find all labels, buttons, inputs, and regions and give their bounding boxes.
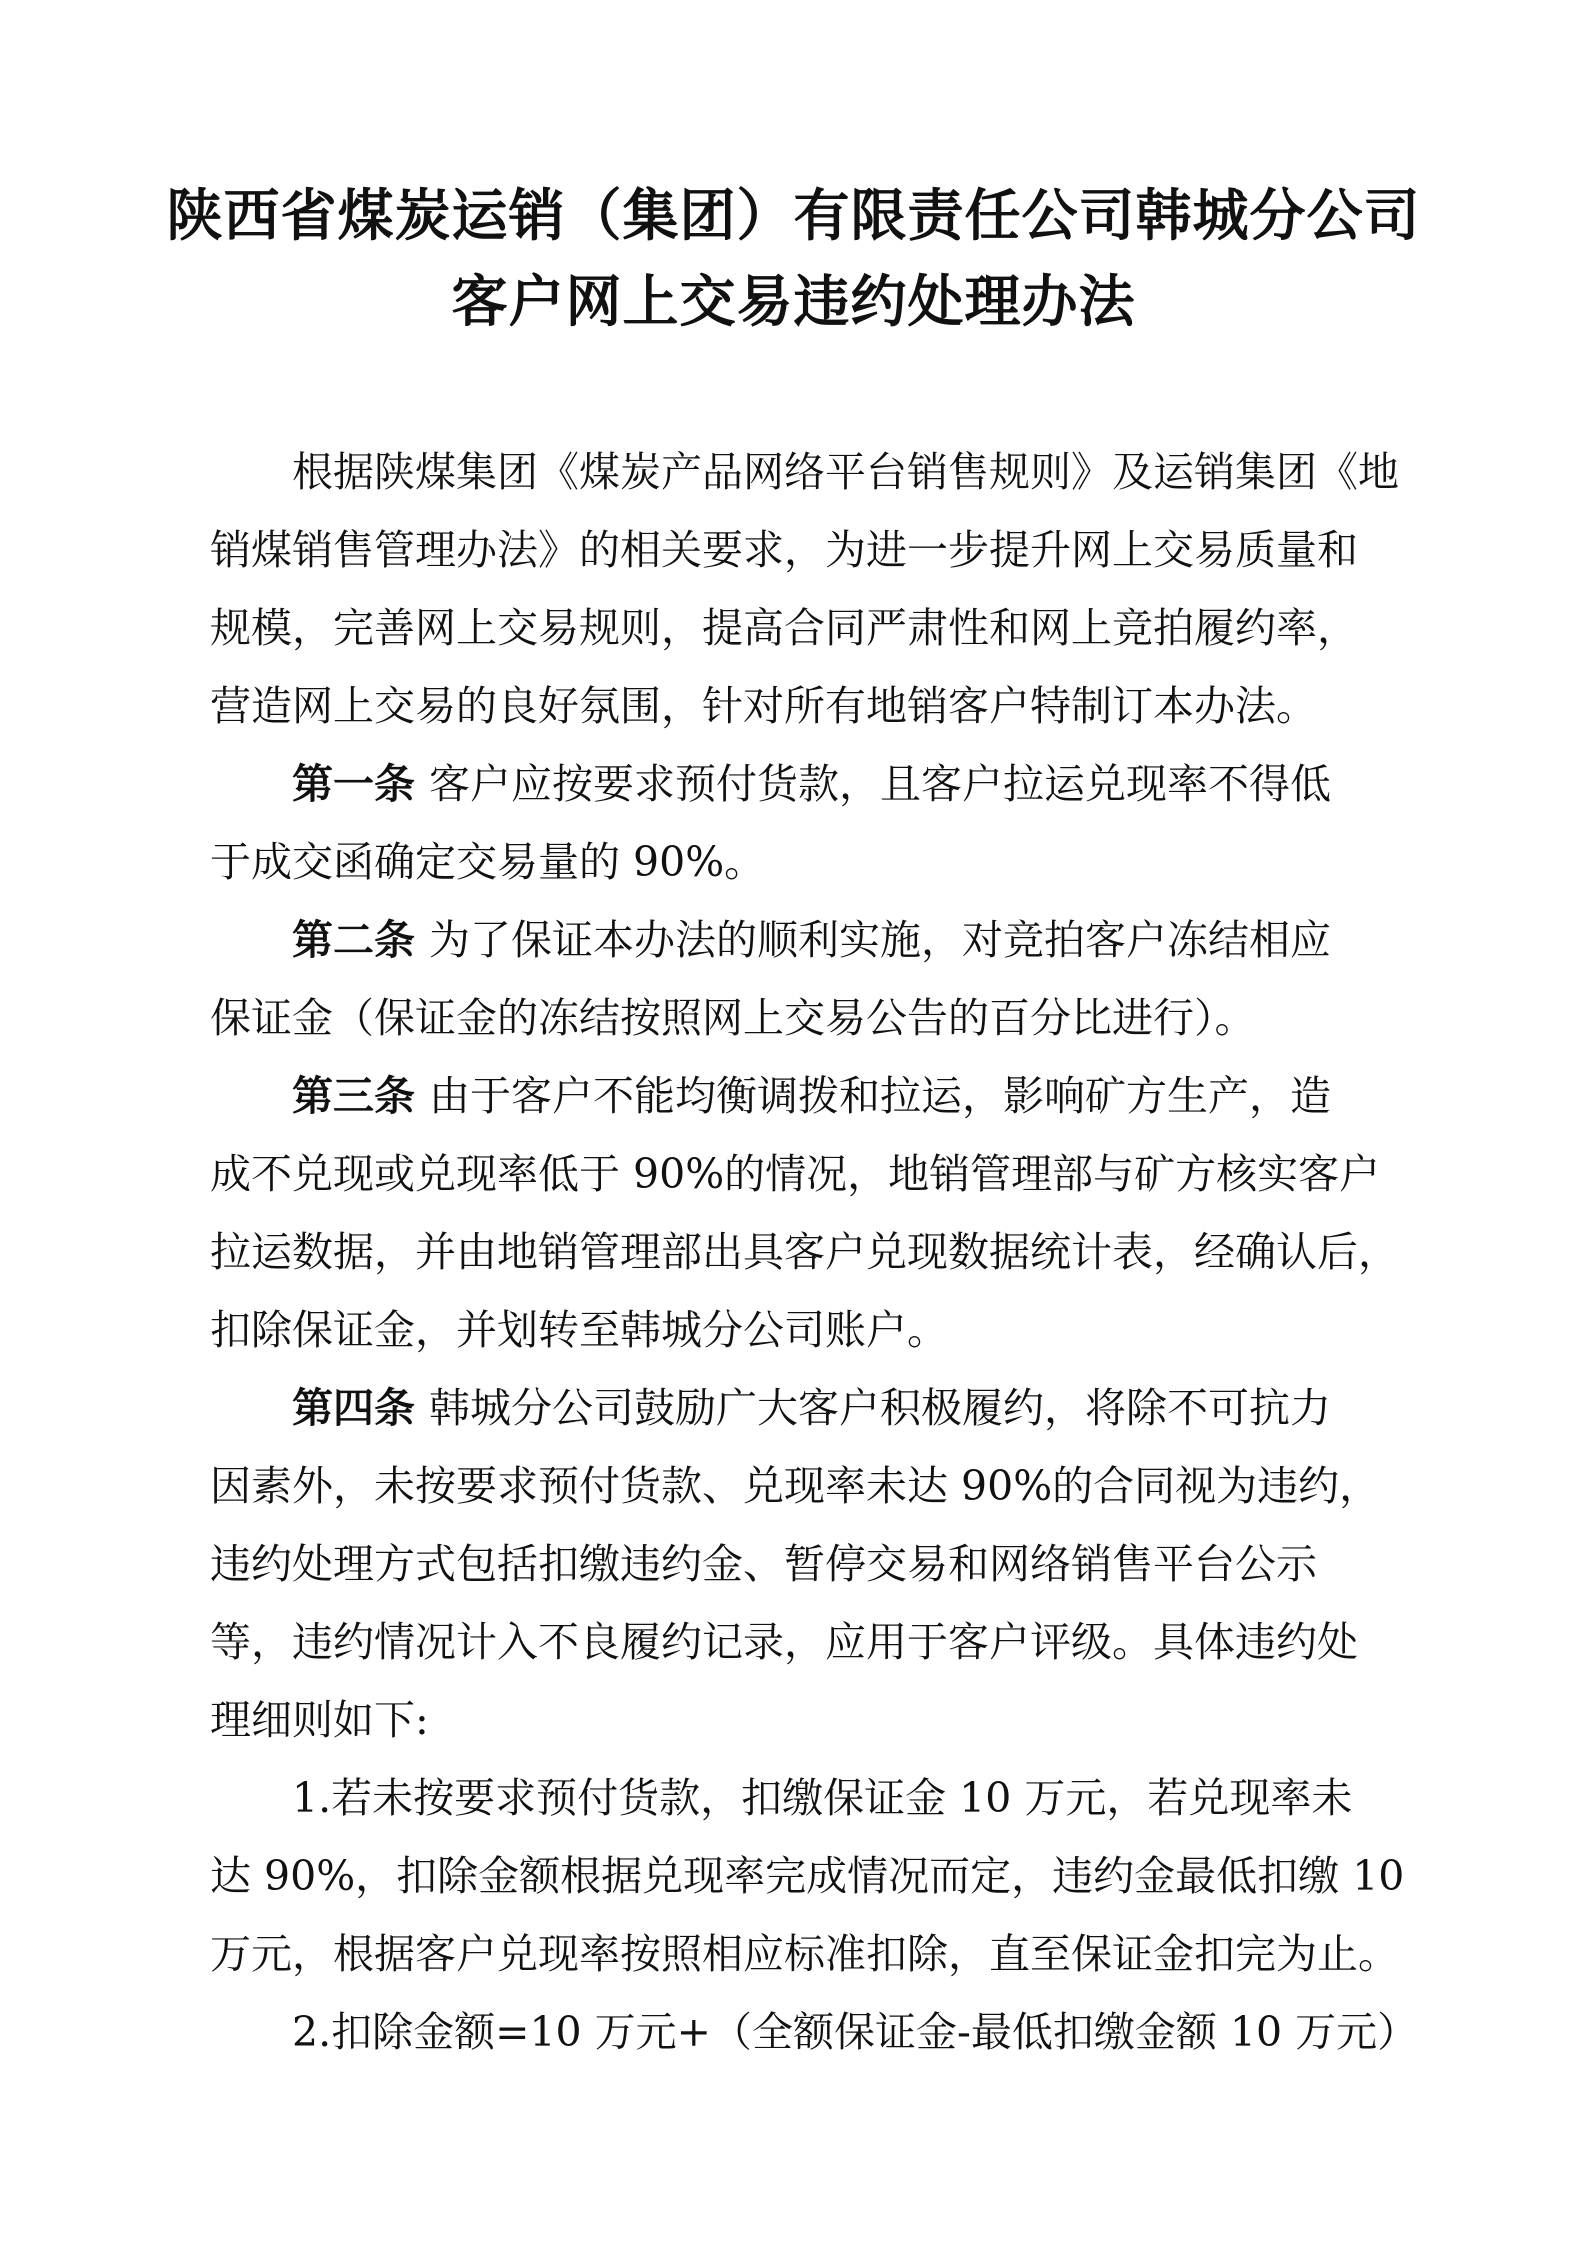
article-2-label: 第二条 — [292, 916, 415, 964]
article-3-line: 成不兑现或兑现率低于 90%的情况，地销管理部与矿方核实客户 — [210, 1150, 1381, 1198]
article-3-label: 第三条 — [292, 1072, 415, 1120]
preamble-line: 销煤销售管理办法》的相关要求，为进一步提升网上交易质量和 — [210, 526, 1358, 574]
document-body — [210, 433, 1419, 2071]
article-1-line: 于成交函确定交易量的 90%。 — [210, 838, 766, 886]
article-3-first-line — [210, 1057, 1388, 1135]
article-3-line: 拉运数据，并由地销管理部出具客户兑现数据统计表，经确认后， — [210, 1228, 1399, 1276]
article-2-first-line — [210, 901, 1388, 979]
preamble-line: 根据陕煤集团《煤炭产品网络平台销售规则》及运销集团《地 — [292, 448, 1399, 496]
article-1-text: 客户应按要求预付货款，且客户拉运兑现率不得低 — [429, 760, 1331, 808]
article-3-line: 扣除保证金，并划转至韩城分公司账户。 — [210, 1306, 948, 1354]
article-4-line: 因素外，未按要求预付货款、兑现率未达 90%的合同视为违约， — [210, 1462, 1381, 1510]
item-1-line: 1.若未按要求预付货款，扣缴保证金 10 万元，若兑现率未 — [292, 1774, 1353, 1822]
article-1-first-line — [210, 745, 1388, 823]
article-4-line: 等，违约情况计入不良履约记录，应用于客户评级。具体违约处 — [210, 1618, 1358, 1666]
preamble-line: 营造网上交易的良好氛围，针对所有地销客户特制订本办法。 — [210, 682, 1317, 730]
article-2-line: 保证金（保证金的冻结按照网上交易公告的百分比进行）。 — [210, 994, 1256, 1042]
document-title-line-2: 客户网上交易违约处理办法 — [451, 269, 1136, 335]
article-1-label: 第一条 — [292, 760, 415, 808]
item-1-line: 达 90%，扣除金额根据兑现率完成情况而定，违约金最低扣缴 10 — [210, 1852, 1405, 1900]
article-4-line: 违约处理方式包括扣缴违约金、暂停交易和网络销售平台公示 — [210, 1540, 1317, 1588]
article-4-line: 理细则如下: — [210, 1696, 429, 1744]
article-3-text: 由于客户不能均衡调拨和拉运，影响矿方生产，造 — [429, 1072, 1331, 1120]
article-4-label: 第四条 — [292, 1384, 415, 1432]
article-4-first-line — [210, 1369, 1388, 1447]
document-title-line-1: 陕西省煤炭运销（集团）有限责任公司韩城分公司 — [166, 183, 1421, 249]
item-2-line: 2.扣除金额=10 万元+（全额保证金-最低扣缴金额 10 万元） — [292, 2008, 1419, 2056]
preamble-line: 规模，完善网上交易规则，提高合同严肃性和网上竞拍履约率， — [210, 604, 1358, 652]
item-1-line: 万元，根据客户兑现率按照相应标准扣除，直至保证金扣完为止。 — [210, 1930, 1399, 1978]
article-4-text: 韩城分公司鼓励广大客户积极履约，将除不可抗力 — [429, 1384, 1331, 1432]
article-2-text: 为了保证本办法的顺利实施，对竞拍客户冻结相应 — [429, 916, 1331, 964]
